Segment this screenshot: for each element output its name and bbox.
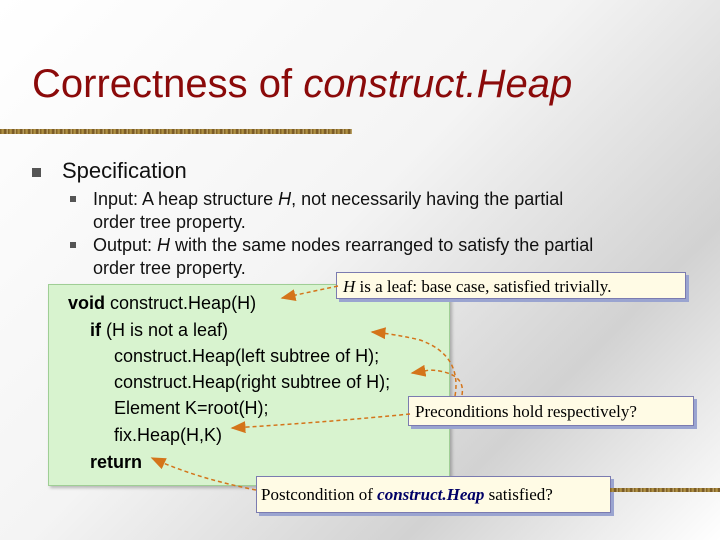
note-preconditions: Preconditions hold respectively? — [408, 396, 694, 426]
output-suffix: with the same nodes rearranged to satisfy the partial — [170, 235, 594, 255]
note-leaf-var: H — [343, 277, 356, 296]
code-kw-return: return — [90, 452, 143, 472]
code-line-4: construct.Heap(right subtree of H); — [114, 372, 391, 392]
arrow-left-subtree — [372, 332, 456, 396]
arrow-fixheap — [232, 414, 410, 428]
code-kw-void: void — [68, 293, 106, 313]
title-italic: construct.Heap — [303, 62, 573, 106]
code-kw-if: if — [90, 320, 101, 340]
code-line-3: construct.Heap(left subtree of H); — [114, 346, 380, 366]
note-post-name: construct.Heap — [377, 485, 485, 504]
output-line2: order tree property. — [93, 258, 246, 278]
input-prefix: Input: A heap structure — [93, 189, 279, 209]
output-var: H — [157, 235, 171, 255]
code-condition: (H is not a leaf) — [101, 320, 229, 340]
arrow-return — [152, 458, 256, 490]
note-post-suffix: satisfied? — [484, 485, 553, 504]
code-line-5: Element K=root(H); — [114, 398, 269, 418]
arrow-leaf — [282, 286, 338, 298]
input-line2: order tree property. — [93, 212, 246, 232]
code-line-6: fix.Heap(H,K) — [114, 425, 223, 445]
title-plain: Correctness of — [32, 62, 304, 106]
note-post-prefix: Postcondition of — [261, 485, 378, 504]
input-var: H — [278, 189, 292, 209]
code-signature: construct.Heap(H) — [105, 293, 257, 313]
output-prefix: Output: — [93, 235, 158, 255]
note-leaf-text: is a leaf: base case, satisfied trivially. — [355, 277, 612, 296]
input-suffix: , not necessarily having the partial — [291, 189, 564, 209]
spec-label: Specification — [62, 158, 187, 183]
